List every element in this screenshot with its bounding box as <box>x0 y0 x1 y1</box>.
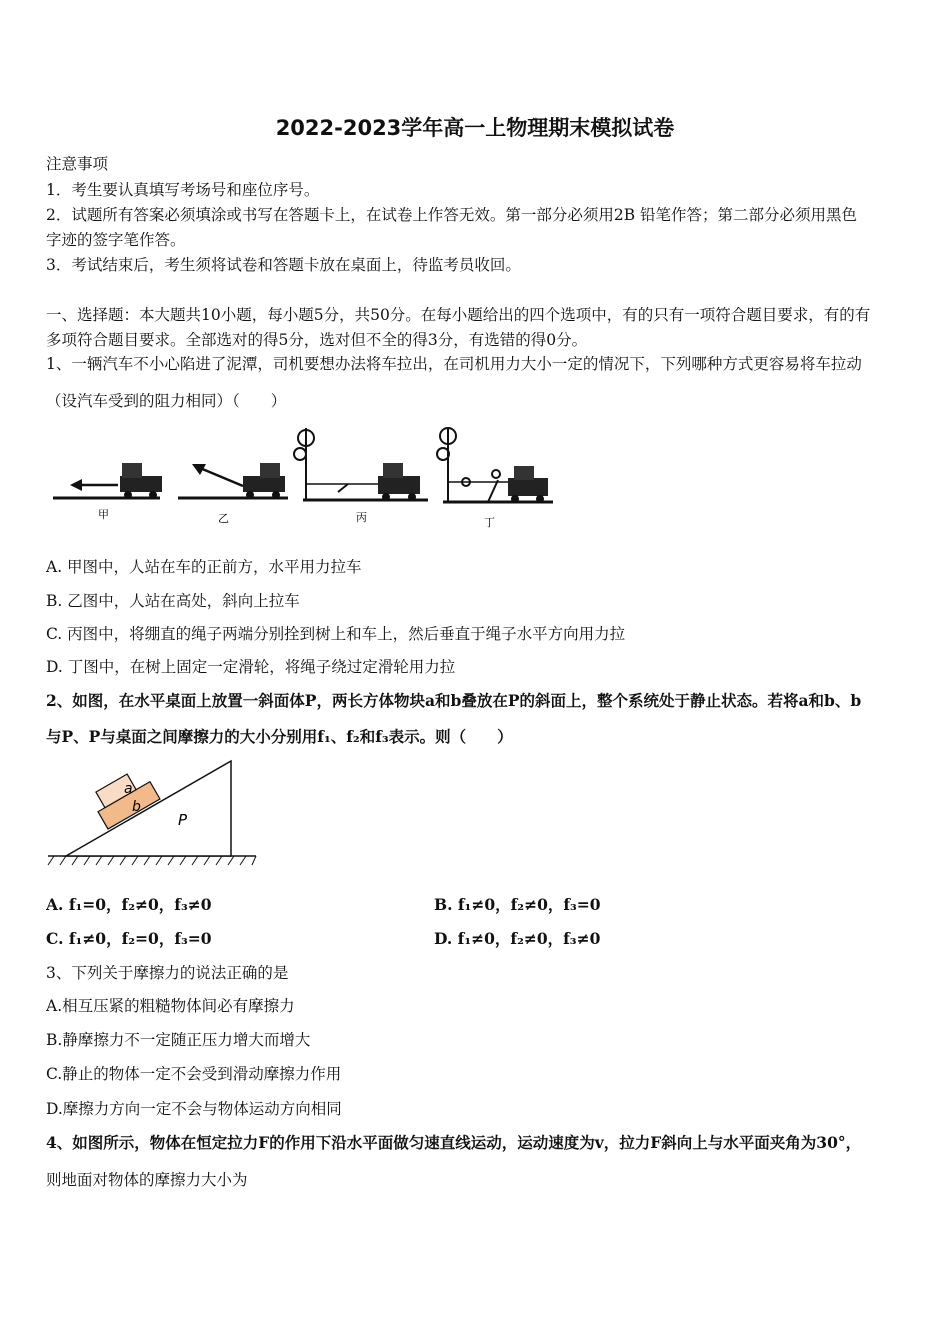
figure-label-ding: 丁 <box>484 516 495 529</box>
q1-stem-1: 1、一辆汽车不小心陷进了泥潭，司机要想办法将车拉出，在司机用力大小一定的情况下，下列哪种方式更容易将车拉动 <box>46 355 862 373</box>
q3-option-a: A.相互压紧的粗糙物体间必有摩擦力 <box>46 997 295 1015</box>
q4-stem-2: 则地面对物体的摩擦力大小为 <box>46 1171 248 1189</box>
q1-option-a: A. 甲图中，人站在车的正前方，水平用力拉车 <box>46 558 362 576</box>
section-intro-2: 多项符合题目要求。全部选对的得5分，选对但不全的得3分，有选错的得0分。 <box>46 331 588 349</box>
q3-option-c: C.静止的物体一定不会受到滑动摩擦力作用 <box>46 1065 342 1083</box>
q2-option-a: A. f₁=0，f₂≠0，f₃≠0 <box>46 895 212 914</box>
q2-stem-2: 与P、P与桌面之间摩擦力的大小分别用f₁、f₂和f₃表示。则（ ） <box>46 727 513 746</box>
q1-stem-2: （设汽车受到的阻力相同）（ ） <box>46 392 287 410</box>
notice-heading: 注意事项 <box>46 155 109 173</box>
notice-item-2-cont: 字迹的签字笔作答。 <box>46 231 186 249</box>
q1-figure <box>48 418 558 536</box>
q3-option-d: D.摩擦力方向一定不会与物体运动方向相同 <box>46 1100 342 1118</box>
page-title: 2022-2023学年高一上物理期末模拟试卷 <box>275 116 675 140</box>
label-b: b <box>132 799 141 815</box>
q2-option-c: C. f₁≠0，f₂=0，f₃=0 <box>46 929 212 948</box>
q3-stem: 3、下列关于摩擦力的说法正确的是 <box>46 964 289 982</box>
q1-option-c: C. 丙图中，将绷直的绳子两端分别拴到树上和车上，然后垂直于绳子水平方向用力拉 <box>46 625 626 643</box>
section-intro-1: 一、选择题：本大题共10小题，每小题5分，共50分。在每小题给出的四个选项中，有的只有一项符合题目要求，有的有 <box>46 306 871 324</box>
figure-yi <box>178 463 288 525</box>
q3-option-b: B.静摩擦力不一定随正压力增大而增大 <box>46 1031 311 1049</box>
q2-option-d: D. f₁≠0，f₂≠0，f₃≠0 <box>434 929 601 948</box>
q4-stem-1: 4、如图所示，物体在恒定拉力F的作用下沿水平面做匀速直线运动，运动速度为v，拉力F斜向上与水平面夹角为30°， <box>46 1133 862 1152</box>
notice-item-2: 2．试题所有答案必须填涂或书写在答题卡上，在试卷上作答无效。第一部分必须用2B 铅笔作答；第二部分必须用黑色 <box>46 206 858 224</box>
figure-bing <box>294 428 428 524</box>
figure-label-jia: 甲 <box>98 508 109 521</box>
q2-option-b: B. f₁≠0，f₂≠0，f₃=0 <box>434 895 601 914</box>
incline-p <box>66 761 231 856</box>
figure-label-yi: 乙 <box>218 512 229 525</box>
label-a: a <box>124 781 133 797</box>
figure-label-bing: 丙 <box>356 511 367 524</box>
label-p: P <box>178 811 188 829</box>
figure-ding <box>437 428 553 529</box>
figure-jia <box>53 463 162 521</box>
notice-item-3: 3．考试结束后，考生须将试卷和答题卡放在桌面上，待监考员收回。 <box>46 256 521 274</box>
q2-stem-1: 2、如图，在水平桌面上放置一斜面体P，两长方体物块a和b叠放在P的斜面上，整个系统处于静止状态。若将a和b、b <box>46 691 862 710</box>
notice-item-1: 1．考生要认真填写考场号和座位序号。 <box>46 181 320 199</box>
q1-option-b: B. 乙图中，人站在高处，斜向上拉车 <box>46 592 300 610</box>
q2-figure <box>46 755 261 870</box>
q1-option-d: D. 丁图中，在树上固定一定滑轮，将绳子绕过定滑轮用力拉 <box>46 658 456 676</box>
